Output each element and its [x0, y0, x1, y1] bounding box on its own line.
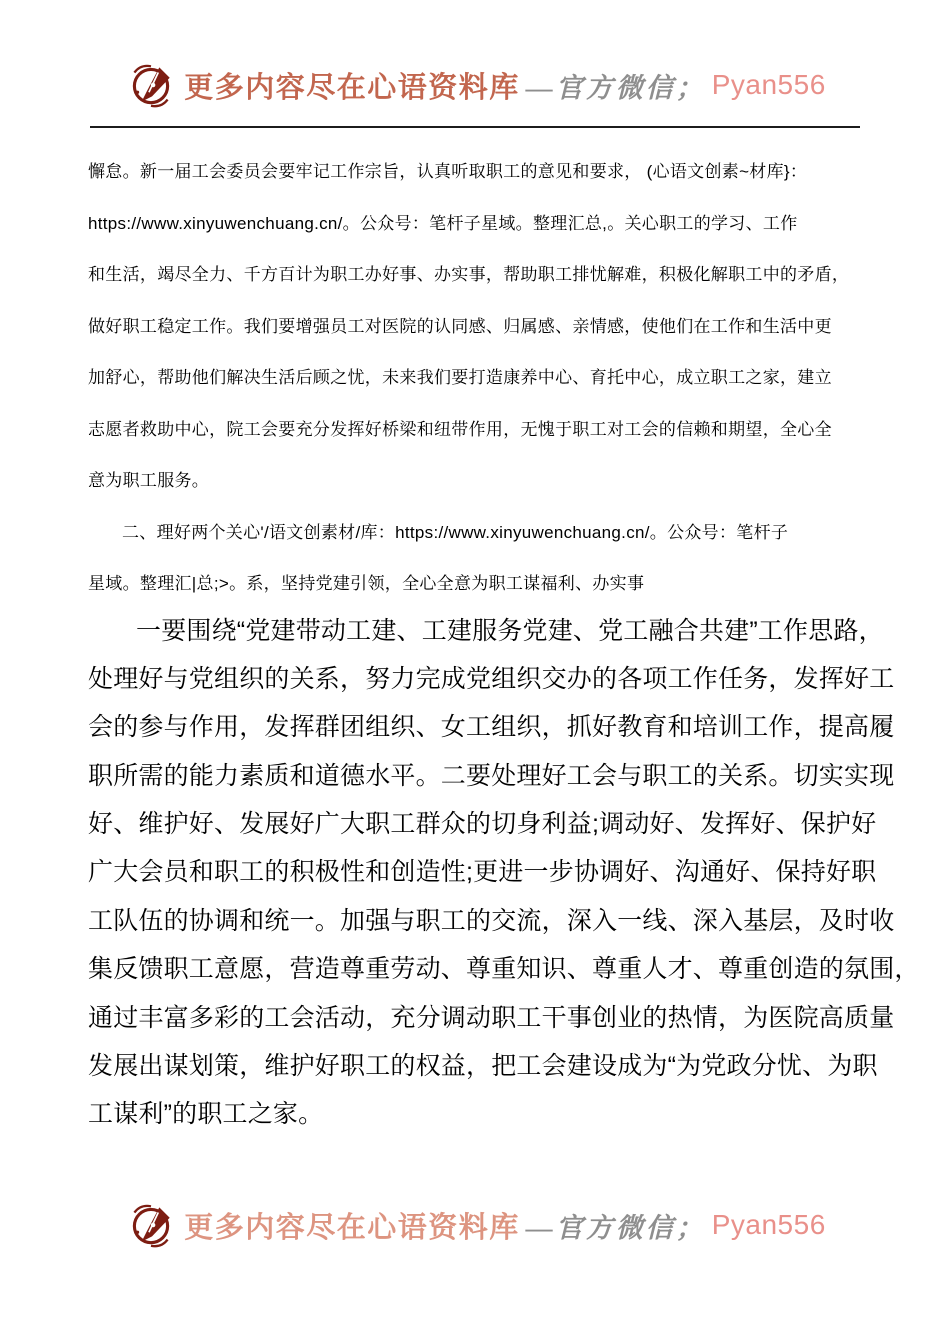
header-wechat-label: —官方微信；	[525, 72, 706, 103]
brand-logo-icon	[124, 58, 178, 112]
text-line: 星域。整理汇|总;>。系，坚持党建引领，全心全意为职工谋福利、办实事	[88, 574, 645, 593]
header-wechat-id: Pyan556	[711, 69, 826, 100]
text-line: 二、理好两个关心'/语文创素材/库：https://www.xinyuwenchuang.cn/。公众号：笔杆子	[122, 522, 789, 542]
text-line: 志愿者救助中心，院工会要充分发挥好桥梁和纽带作用，无愧于职工对工会的信赖和期望，全心全	[88, 419, 832, 439]
text-line: 广大会员和职工的积极性和创造性;更进一步协调好、沟通好、保持好职	[88, 858, 877, 887]
document-body	[88, 146, 920, 1139]
footer-brand-text: 更多内容尽在心语资料库	[184, 1211, 520, 1244]
text-line: 意为职工服务。	[88, 471, 210, 490]
text-line: 加舒心，帮助他们解决生活后顾之忧，未来我们要打造康养中心、育托中心，成立职工之家，建立	[88, 368, 832, 387]
header-watermark	[0, 58, 950, 112]
text-line: 好、维护好、发展好广大职工群众的切身利益;调动好、发挥好、保护好	[88, 810, 877, 839]
paragraph-section-two-body	[88, 607, 920, 1139]
header-divider	[90, 126, 860, 128]
header-brand-text: 更多内容尽在心语资料库	[184, 71, 520, 104]
brand-logo-icon	[124, 1198, 178, 1252]
text-line: 通过丰富多彩的工会活动，充分调动职工干事创业的热情，为医院高质量	[88, 1003, 895, 1032]
text-line: 集反馈职工意愿，营造尊重劳动、尊重知识、尊重人才、尊重创造的氛围，	[88, 955, 920, 984]
text-line: 一要围绕“党建带动工建、工建服务党建、党工融合共建”工作思路，	[136, 616, 884, 645]
text-line: 懈怠。新一届工会委员会要牢记工作宗旨，认真听取职工的意见和要求， (心语文创素~材库}：	[88, 162, 808, 181]
text-line: 和生活，竭尽全力、千方百计为职工办好事、办实事，帮助职工排忧解难，积极化解职工中的矛盾，	[88, 265, 850, 284]
text-line: 做好职工稳定工作。我们要增强员工对医院的认同感、归属感、亲情感，使他们在工作和生活中更	[88, 316, 832, 336]
paragraph-section-two-heading	[88, 507, 870, 610]
footer-wechat-label: —官方微信；	[525, 1212, 706, 1243]
text-line: https://www.xinyuwenchuang.cn/。公众号：笔杆子星域。整理汇总,。关心职工的学习、工作	[88, 213, 798, 233]
text-line: 发展出谋划策，维护好职工的权益，把工会建设成为“为党政分忧、为职	[88, 1052, 878, 1081]
text-line: 职所需的能力素质和道德水平。二要处理好工会与职工的关系。切实实现	[88, 761, 895, 790]
paragraph-continuation	[88, 146, 870, 507]
text-line: 工谋利”的职工之家。	[88, 1100, 324, 1129]
text-line: 会的参与作用，发挥群团组织、女工组织，抓好教育和培训工作，提高履	[88, 713, 895, 742]
footer-watermark	[0, 1198, 950, 1252]
footer-wechat-id: Pyan556	[711, 1209, 826, 1240]
text-line: 处理好与党组织的关系，努力完成党组织交办的各项工作任务，发挥好工	[88, 664, 895, 693]
text-line: 工队伍的协调和统一。加强与职工的交流，深入一线、深入基层，及时收	[88, 906, 895, 935]
